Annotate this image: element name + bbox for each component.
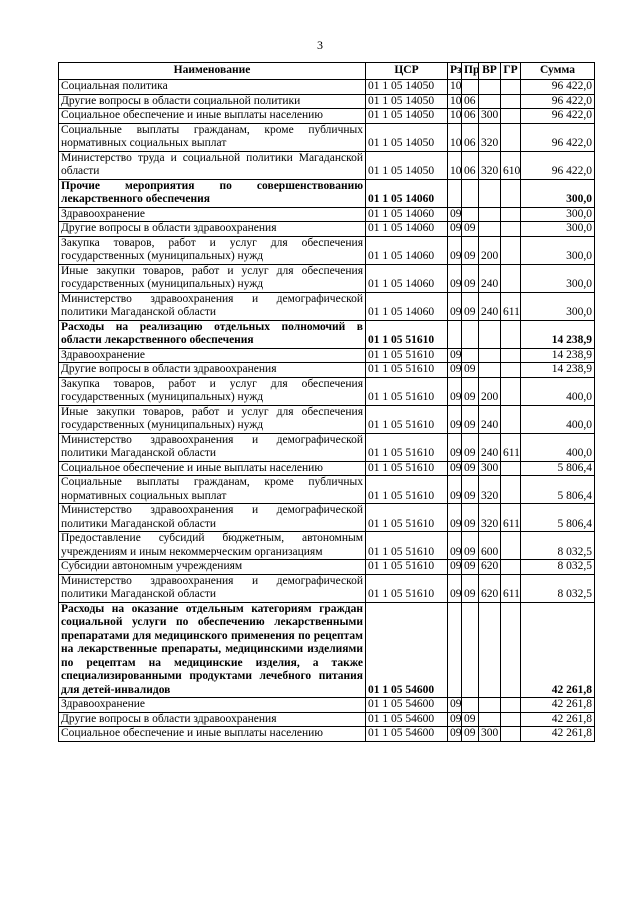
table-row xyxy=(59,123,595,151)
cell-vr xyxy=(479,602,501,698)
cell-name: Социальное обеспечение и иные выплаты населению xyxy=(59,109,366,124)
cell-sum: 5 806,4 xyxy=(521,504,595,532)
cell-gr xyxy=(501,222,521,237)
cell-vr: 300 xyxy=(479,727,501,742)
cell-pr xyxy=(462,698,479,713)
cell-name: Министерство здравоохранения и демографической политики Магаданской области xyxy=(59,574,366,602)
cell-vr: 200 xyxy=(479,236,501,264)
cell-sum: 300,0 xyxy=(521,264,595,292)
header-sum: Сумма xyxy=(521,63,595,80)
cell-csr: 01 1 05 51610 xyxy=(366,433,448,461)
cell-pr xyxy=(462,348,479,363)
cell-vr xyxy=(479,179,501,207)
table-row xyxy=(59,602,595,698)
cell-vr: 240 xyxy=(479,264,501,292)
cell-gr xyxy=(501,727,521,742)
cell-vr xyxy=(479,222,501,237)
cell-pr: 06 xyxy=(462,94,479,109)
table-row xyxy=(59,320,595,348)
cell-rz: 09 xyxy=(448,574,462,602)
cell-vr: 200 xyxy=(479,377,501,405)
table-row xyxy=(59,377,595,405)
cell-vr xyxy=(479,94,501,109)
cell-rz: 09 xyxy=(448,476,462,504)
cell-rz: 09 xyxy=(448,292,462,320)
cell-pr: 09 xyxy=(462,292,479,320)
cell-pr: 09 xyxy=(462,574,479,602)
cell-gr xyxy=(501,264,521,292)
cell-pr: 09 xyxy=(462,264,479,292)
cell-vr xyxy=(479,207,501,222)
cell-gr xyxy=(501,236,521,264)
cell-sum: 400,0 xyxy=(521,377,595,405)
table-row xyxy=(59,574,595,602)
cell-sum: 8 032,5 xyxy=(521,574,595,602)
cell-rz: 09 xyxy=(448,264,462,292)
cell-sum: 300,0 xyxy=(521,207,595,222)
cell-csr: 01 1 05 51610 xyxy=(366,504,448,532)
cell-vr: 620 xyxy=(479,560,501,575)
table-row xyxy=(59,727,595,742)
cell-name: Расходы на реализацию отдельных полномочий в области лекарственного обеспечения xyxy=(59,320,366,348)
cell-sum: 300,0 xyxy=(521,222,595,237)
cell-rz: 09 xyxy=(448,712,462,727)
table-row xyxy=(59,560,595,575)
cell-csr: 01 1 05 51610 xyxy=(366,405,448,433)
cell-name: Социальное обеспечение и иные выплаты населению xyxy=(59,461,366,476)
cell-gr xyxy=(501,94,521,109)
cell-csr: 01 1 05 51610 xyxy=(366,476,448,504)
cell-gr xyxy=(501,560,521,575)
cell-rz: 09 xyxy=(448,727,462,742)
cell-pr xyxy=(462,207,479,222)
cell-csr: 01 1 05 14050 xyxy=(366,80,448,95)
cell-pr: 09 xyxy=(462,504,479,532)
cell-sum: 96 422,0 xyxy=(521,94,595,109)
cell-pr: 09 xyxy=(462,461,479,476)
cell-rz: 09 xyxy=(448,461,462,476)
table-row xyxy=(59,264,595,292)
cell-gr xyxy=(501,476,521,504)
header-csr: ЦСР xyxy=(366,63,448,80)
cell-name: Министерство здравоохранения и демографической политики Магаданской области xyxy=(59,433,366,461)
table-row xyxy=(59,363,595,378)
cell-sum: 8 032,5 xyxy=(521,560,595,575)
cell-csr: 01 1 05 14060 xyxy=(366,179,448,207)
cell-csr: 01 1 05 54600 xyxy=(366,698,448,713)
cell-sum: 96 422,0 xyxy=(521,123,595,151)
cell-name: Министерство труда и социальной политики Магаданской области xyxy=(59,151,366,179)
table-row xyxy=(59,94,595,109)
cell-vr xyxy=(479,320,501,348)
table-row xyxy=(59,698,595,713)
cell-name: Иные закупки товаров, работ и услуг для обеспечения государственных (муниципальных) нужд xyxy=(59,405,366,433)
cell-rz: 09 xyxy=(448,504,462,532)
cell-csr: 01 1 05 54600 xyxy=(366,727,448,742)
cell-pr: 06 xyxy=(462,109,479,124)
cell-gr: 611 xyxy=(501,574,521,602)
header-vr: ВР xyxy=(479,63,501,80)
cell-pr: 09 xyxy=(462,236,479,264)
cell-sum: 96 422,0 xyxy=(521,109,595,124)
cell-sum: 42 261,8 xyxy=(521,602,595,698)
cell-name: Министерство здравоохранения и демографической политики Магаданской области xyxy=(59,504,366,532)
cell-gr xyxy=(501,348,521,363)
cell-sum: 5 806,4 xyxy=(521,476,595,504)
cell-rz: 10 xyxy=(448,109,462,124)
cell-rz: 09 xyxy=(448,532,462,560)
cell-csr: 01 1 05 51610 xyxy=(366,461,448,476)
cell-rz: 09 xyxy=(448,405,462,433)
cell-sum: 42 261,8 xyxy=(521,727,595,742)
cell-name: Иные закупки товаров, работ и услуг для обеспечения государственных (муниципальных) нужд xyxy=(59,264,366,292)
cell-csr: 01 1 05 14050 xyxy=(366,123,448,151)
page-number: 3 xyxy=(317,38,323,52)
cell-rz xyxy=(448,320,462,348)
cell-name: Социальное обеспечение и иные выплаты населению xyxy=(59,727,366,742)
cell-pr: 09 xyxy=(462,532,479,560)
cell-name: Здравоохранение xyxy=(59,698,366,713)
cell-name: Социальные выплаты гражданам, кроме публичных нормативных социальных выплат xyxy=(59,476,366,504)
cell-sum: 42 261,8 xyxy=(521,712,595,727)
cell-pr: 09 xyxy=(462,560,479,575)
cell-sum: 42 261,8 xyxy=(521,698,595,713)
cell-name: Здравоохранение xyxy=(59,207,366,222)
table-row xyxy=(59,207,595,222)
cell-csr: 01 1 05 14050 xyxy=(366,151,448,179)
cell-vr: 240 xyxy=(479,292,501,320)
table-row xyxy=(59,712,595,727)
cell-name: Другие вопросы в области здравоохранения xyxy=(59,222,366,237)
cell-sum: 300,0 xyxy=(521,179,595,207)
cell-pr: 09 xyxy=(462,727,479,742)
cell-csr: 01 1 05 14060 xyxy=(366,292,448,320)
cell-gr xyxy=(501,405,521,433)
cell-name: Предоставление субсидий бюджетным, автономным учреждениям и иным некоммерческим организациям xyxy=(59,532,366,560)
cell-vr xyxy=(479,698,501,713)
table-row xyxy=(59,179,595,207)
cell-rz: 10 xyxy=(448,151,462,179)
cell-sum: 14 238,9 xyxy=(521,348,595,363)
cell-pr: 09 xyxy=(462,377,479,405)
cell-vr xyxy=(479,712,501,727)
cell-rz: 09 xyxy=(448,363,462,378)
cell-csr: 01 1 05 14060 xyxy=(366,264,448,292)
cell-name: Социальные выплаты гражданам, кроме публичных нормативных социальных выплат xyxy=(59,123,366,151)
cell-csr: 01 1 05 51610 xyxy=(366,363,448,378)
cell-vr: 240 xyxy=(479,405,501,433)
cell-pr: 06 xyxy=(462,151,479,179)
table-row xyxy=(59,461,595,476)
cell-pr: 09 xyxy=(462,363,479,378)
table-row xyxy=(59,433,595,461)
cell-sum: 400,0 xyxy=(521,405,595,433)
cell-rz xyxy=(448,602,462,698)
table-row xyxy=(59,236,595,264)
cell-gr: 611 xyxy=(501,292,521,320)
cell-gr xyxy=(501,532,521,560)
cell-rz: 10 xyxy=(448,94,462,109)
cell-csr: 01 1 05 51610 xyxy=(366,348,448,363)
cell-pr xyxy=(462,80,479,95)
table-row xyxy=(59,80,595,95)
cell-csr: 01 1 05 14060 xyxy=(366,236,448,264)
cell-name: Субсидии автономным учреждениям xyxy=(59,560,366,575)
cell-gr: 611 xyxy=(501,504,521,532)
table-row xyxy=(59,109,595,124)
cell-rz: 09 xyxy=(448,433,462,461)
table-row xyxy=(59,405,595,433)
cell-name: Закупка товаров, работ и услуг для обеспечения государственных (муниципальных) нужд xyxy=(59,377,366,405)
table-row xyxy=(59,532,595,560)
table-row xyxy=(59,292,595,320)
cell-rz xyxy=(448,179,462,207)
cell-vr xyxy=(479,363,501,378)
cell-gr: 610 xyxy=(501,151,521,179)
header-gr: ГР xyxy=(501,63,521,80)
cell-name: Расходы на оказание отдельным категориям граждан социальной услуги по обеспечению лекарственными препаратами для медицинского применения по рецептам на лекарственные препараты, медицинскими изделиями по рецептам на медицинские изделия, а также специализированными продуктами лечебного питания для детей-инвалидов xyxy=(59,602,366,698)
table-row xyxy=(59,476,595,504)
cell-gr xyxy=(501,123,521,151)
cell-rz: 09 xyxy=(448,236,462,264)
cell-vr xyxy=(479,80,501,95)
cell-sum: 300,0 xyxy=(521,292,595,320)
cell-csr: 01 1 05 54600 xyxy=(366,712,448,727)
cell-csr: 01 1 05 14050 xyxy=(366,94,448,109)
cell-pr xyxy=(462,602,479,698)
cell-gr: 611 xyxy=(501,433,521,461)
cell-rz: 09 xyxy=(448,222,462,237)
cell-name: Прочие мероприятия по совершенствованию лекарственного обеспечения xyxy=(59,179,366,207)
cell-name: Министерство здравоохранения и демографической политики Магаданской области xyxy=(59,292,366,320)
table-row xyxy=(59,348,595,363)
cell-csr: 01 1 05 14050 xyxy=(366,109,448,124)
cell-vr: 240 xyxy=(479,433,501,461)
cell-name: Другие вопросы в области здравоохранения xyxy=(59,363,366,378)
cell-pr: 09 xyxy=(462,405,479,433)
cell-gr xyxy=(501,179,521,207)
cell-gr xyxy=(501,109,521,124)
cell-sum: 5 806,4 xyxy=(521,461,595,476)
cell-sum: 14 238,9 xyxy=(521,320,595,348)
cell-name: Здравоохранение xyxy=(59,348,366,363)
cell-rz: 09 xyxy=(448,207,462,222)
cell-vr xyxy=(479,348,501,363)
header-rz: Рз xyxy=(448,63,462,80)
cell-gr xyxy=(501,602,521,698)
cell-pr: 09 xyxy=(462,433,479,461)
cell-name: Закупка товаров, работ и услуг для обеспечения государственных (муниципальных) нужд xyxy=(59,236,366,264)
cell-sum: 300,0 xyxy=(521,236,595,264)
table-header-row xyxy=(59,63,595,80)
cell-pr: 06 xyxy=(462,123,479,151)
cell-pr: 09 xyxy=(462,712,479,727)
cell-gr xyxy=(501,461,521,476)
cell-rz: 09 xyxy=(448,377,462,405)
cell-gr xyxy=(501,207,521,222)
table-row xyxy=(59,151,595,179)
cell-csr: 01 1 05 14060 xyxy=(366,207,448,222)
cell-vr: 320 xyxy=(479,123,501,151)
cell-pr: 09 xyxy=(462,476,479,504)
cell-sum: 14 238,9 xyxy=(521,363,595,378)
cell-rz: 09 xyxy=(448,348,462,363)
cell-pr xyxy=(462,320,479,348)
cell-gr xyxy=(501,80,521,95)
table-row xyxy=(59,504,595,532)
cell-csr: 01 1 05 51610 xyxy=(366,320,448,348)
cell-csr: 01 1 05 51610 xyxy=(366,560,448,575)
header-name: Наименование xyxy=(59,63,366,80)
cell-vr: 320 xyxy=(479,504,501,532)
cell-name: Другие вопросы в области здравоохранения xyxy=(59,712,366,727)
cell-csr: 01 1 05 54600 xyxy=(366,602,448,698)
cell-vr: 600 xyxy=(479,532,501,560)
cell-name: Социальная политика xyxy=(59,80,366,95)
cell-pr xyxy=(462,179,479,207)
cell-sum: 8 032,5 xyxy=(521,532,595,560)
cell-csr: 01 1 05 14060 xyxy=(366,222,448,237)
cell-vr: 300 xyxy=(479,461,501,476)
cell-csr: 01 1 05 51610 xyxy=(366,532,448,560)
cell-sum: 400,0 xyxy=(521,433,595,461)
cell-pr: 09 xyxy=(462,222,479,237)
cell-sum: 96 422,0 xyxy=(521,80,595,95)
cell-gr xyxy=(501,712,521,727)
cell-vr: 320 xyxy=(479,476,501,504)
cell-gr xyxy=(501,698,521,713)
table-row xyxy=(59,222,595,237)
cell-sum: 96 422,0 xyxy=(521,151,595,179)
cell-gr xyxy=(501,377,521,405)
cell-rz: 09 xyxy=(448,698,462,713)
cell-rz: 10 xyxy=(448,123,462,151)
cell-vr: 300 xyxy=(479,109,501,124)
cell-vr: 620 xyxy=(479,574,501,602)
cell-rz: 09 xyxy=(448,560,462,575)
cell-gr xyxy=(501,320,521,348)
cell-csr: 01 1 05 51610 xyxy=(366,574,448,602)
cell-rz: 10 xyxy=(448,80,462,95)
cell-name: Другие вопросы в области социальной политики xyxy=(59,94,366,109)
cell-vr: 320 xyxy=(479,151,501,179)
budget-table xyxy=(58,62,595,742)
cell-csr: 01 1 05 51610 xyxy=(366,377,448,405)
header-pr: Пр xyxy=(462,63,479,80)
cell-gr xyxy=(501,363,521,378)
